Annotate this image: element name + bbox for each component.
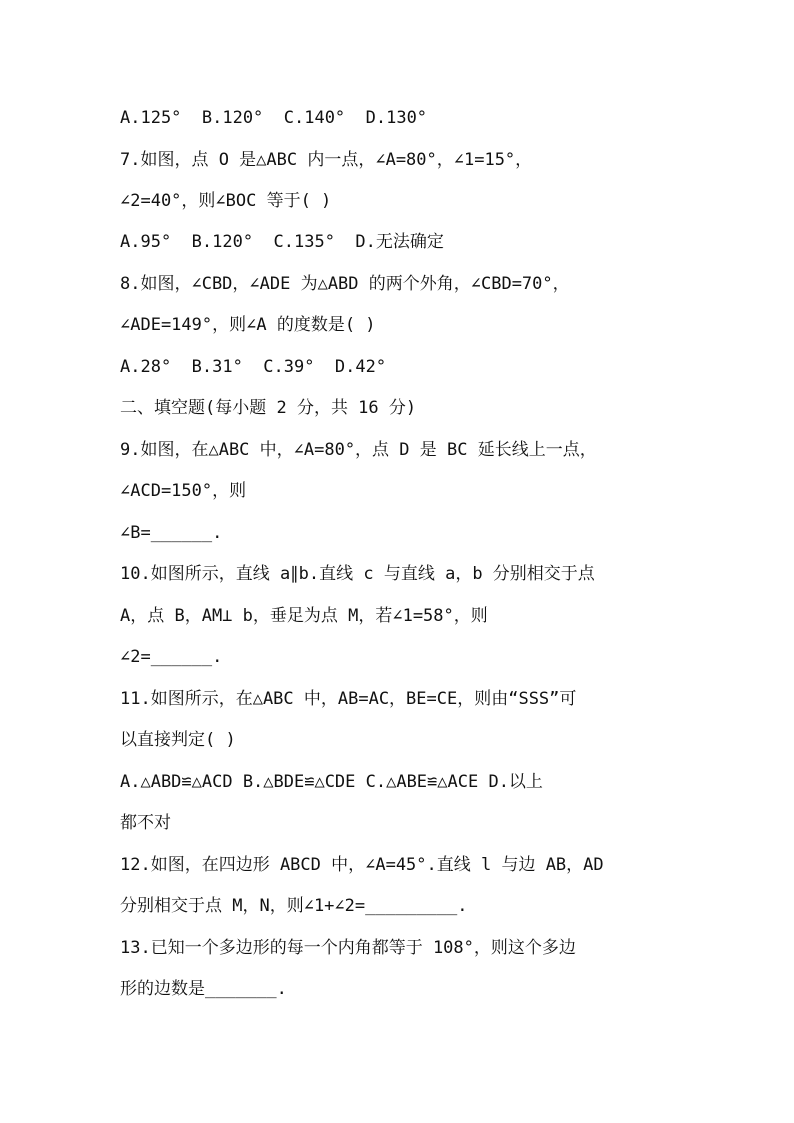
q9-stem-line2: ∠ACD=150°，则 [120, 481, 247, 501]
q9-blank: ∠B=______. [120, 523, 223, 543]
q10-blank: ∠2=______. [120, 647, 223, 667]
q11-options-line1: A.△ABD≌△ACD B.△BDE≌△CDE C.△ABE≌△ACE D.以上 [120, 772, 543, 792]
q8-options: A.28° B.31° C.39° D.42° [120, 357, 387, 377]
q11-stem-line1: 11.如图所示，在△ABC 中，AB=AC，BE=CE，则由“SSS”可 [120, 689, 577, 709]
section-heading-fill-in: 二、填空题(每小题 2 分，共 16 分) [120, 398, 417, 418]
q12-stem-line2: 分别相交于点 M，N，则∠1+∠2=_________. [120, 896, 468, 916]
q6-options: A.125° B.120° C.140° D.130° [120, 108, 428, 128]
q8-stem-line2: ∠ADE=149°，则∠A 的度数是( ) [120, 315, 376, 335]
q8-stem-line1: 8.如图，∠CBD，∠ADE 为△ABD 的两个外角，∠CBD=70°， [120, 274, 570, 294]
q7-options: A.95° B.120° C.135° D.无法确定 [120, 232, 444, 252]
q13-stem-line2: 形的边数是_______. [120, 979, 287, 999]
q11-options-line2: 都不对 [120, 813, 171, 833]
q12-stem-line1: 12.如图，在四边形 ABCD 中，∠A=45°.直线 l 与边 AB，AD [120, 855, 604, 875]
q10-stem-line1: 10.如图所示，直线 a∥b.直线 c 与直线 a，b 分别相交于点 [120, 564, 595, 584]
q9-stem-line1: 9.如图，在△ABC 中，∠A=80°，点 D 是 BC 延长线上一点， [120, 440, 597, 460]
q7-stem-line1: 7.如图，点 O 是△ABC 内一点，∠A=80°，∠1=15°， [120, 150, 533, 170]
q11-stem-line2: 以直接判定( ) [120, 730, 236, 750]
q7-stem-line2: ∠2=40°，则∠BOC 等于( ) [120, 191, 332, 211]
q13-stem-line1: 13.已知一个多边形的每一个内角都等于 108°，则这个多边 [120, 938, 576, 958]
q10-stem-line2: A，点 B，AM⊥ b，垂足为点 M，若∠1=58°，则 [120, 606, 488, 626]
